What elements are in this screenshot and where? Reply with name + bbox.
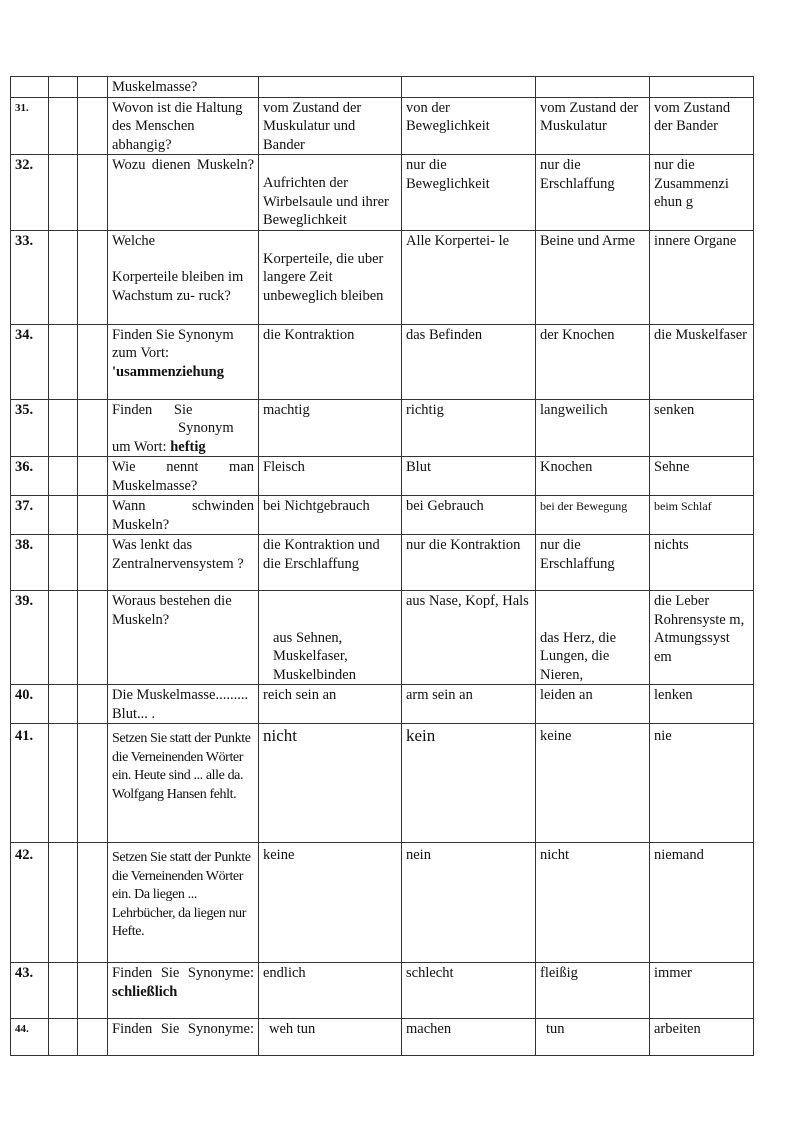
blank-cell [78,77,108,98]
answer-c-cell: das Herz, die Lungen, die Nieren, [536,591,650,685]
question-number: 44. [11,1019,49,1056]
answer-a-text: Korperteile, die uber langere Zeit unbeweglich bleiben [263,250,384,304]
blank-cell [78,230,108,324]
question-cell: Setzen Sie statt der Punkte die Verneinenden Wörter ein. Heute sind ... alle da. Wolfgang Hansen fehlt. [108,724,259,843]
blank-cell [78,155,108,231]
table-row [11,230,754,324]
question-line: um Wort: [112,438,167,455]
question-number: 32. [11,155,49,231]
table-row [11,77,754,98]
answer-d-cell [650,77,754,98]
question-table [10,76,754,1056]
table-row [11,843,754,963]
answer-c-cell: nur die Erschlaffung [536,535,650,591]
question-number: 39. [11,591,49,685]
blank-cell [49,963,78,1019]
answer-c-cell: tun [536,1019,650,1056]
answer-c-cell: Knochen [536,457,650,496]
question-cell: Wovon ist die Haltung des Menschen abhangig? [108,97,259,155]
blank-cell [49,496,78,535]
answer-a-text: aus Sehnen, Muskelfaser, Muskelbinden [273,629,356,683]
table-row [11,399,754,457]
answer-a-text: Aufrichten der Wirbelsaule und ihrer Beweglichkeit [263,175,389,228]
table-row [11,591,754,685]
answer-a-cell: reich sein an [259,685,402,724]
answer-d-cell: lenken [650,685,754,724]
answer-d-cell: nur die Zusammenzi ehun g [650,155,754,231]
blank-cell [49,324,78,399]
blank-cell [78,457,108,496]
blank-cell [49,1019,78,1056]
answer-a-cell [259,77,402,98]
blank-cell [78,685,108,724]
question-keyword: 'usammenziehung [112,363,224,380]
table-row [11,535,754,591]
answer-a-cell: die Kontraktion und die Erschlaffung [259,535,402,591]
answer-a-cell: bei Nichtgebrauch [259,496,402,535]
question-cell: Wozu dienen Muskeln? [108,155,259,231]
table-row [11,724,754,843]
blank-cell [49,535,78,591]
answer-a-cell [259,155,402,231]
question-number: 41. [11,724,49,843]
blank-cell [78,1019,108,1056]
answer-d-cell: niemand [650,843,754,963]
answer-b-cell: kein [402,724,536,843]
question-keyword: heftig [170,438,206,455]
answer-b-cell: aus Nase, Kopf, Hals [402,591,536,685]
answer-b-cell: Blut [402,457,536,496]
answer-b-cell: nur die Beweglichkeit [402,155,536,231]
answer-b-cell: richtig [402,399,536,457]
answer-b-cell: bei Gebrauch [402,496,536,535]
blank-cell [78,324,108,399]
answer-b-cell: schlecht [402,963,536,1019]
question-cell: Setzen Sie statt der Punkte die Verneinenden Wörter ein. Da liegen ... Lehrbücher, da liegen nur Hefte. [108,843,259,963]
answer-a-cell: nicht [259,724,402,843]
blank-cell [78,843,108,963]
blank-cell [49,591,78,685]
answer-c-cell: der Knochen [536,324,650,399]
answer-d-cell: die Muskelfaser [650,324,754,399]
question-number: 34. [11,324,49,399]
table-row [11,963,754,1019]
question-line: Synonym [178,420,234,436]
question-number: 33. [11,230,49,324]
answer-c-cell: leiden an [536,685,650,724]
answer-c-cell: Beine und Arme [536,230,650,324]
answer-a-cell: die Kontraktion [259,324,402,399]
blank-cell [78,724,108,843]
question-number: 38. [11,535,49,591]
question-cell: Wann schwinden Muskeln? [108,496,259,535]
question-cell: Muskelmasse? [108,77,259,98]
answer-d-cell: innere Organe [650,230,754,324]
answer-d-cell: arbeiten [650,1019,754,1056]
table-row [11,457,754,496]
question-cell [108,963,259,1019]
question-cell [108,230,259,324]
blank-cell [49,77,78,98]
answer-c-cell: vom Zustand der Muskulatur [536,97,650,155]
answer-d-cell: senken [650,399,754,457]
answer-c-cell: bei der Bewegung [536,496,650,535]
answer-c-cell: langweilich [536,399,650,457]
table-row [11,1019,754,1056]
answer-c-cell: keine [536,724,650,843]
question-number: 40. [11,685,49,724]
question-keyword: schließlich [112,983,178,1000]
blank-cell [78,97,108,155]
question-number: 37. [11,496,49,535]
blank-cell [78,591,108,685]
answer-d-cell: die Leber Rohrensyste m, Atmungssyst em [650,591,754,685]
question-cell [108,324,259,399]
answer-b-cell: von der Beweglichkeit [402,97,536,155]
answer-c-cell: nur die Erschlaffung [536,155,650,231]
answer-d-cell: immer [650,963,754,1019]
answer-b-cell: das Befinden [402,324,536,399]
answer-a-cell [259,230,402,324]
answer-a-cell: endlich [259,963,402,1019]
blank-cell [78,496,108,535]
question-line: Welche [112,232,156,249]
question-cell: Woraus bestehen die Muskeln? [108,591,259,685]
answer-d-cell: vom Zustand der Bander [650,97,754,155]
answer-a-cell: vom Zustand der Muskulatur und Bander [259,97,402,155]
question-number: 31. [11,97,49,155]
answer-b-cell: nein [402,843,536,963]
blank-cell [49,399,78,457]
answer-b-cell: Alle Korpertei- le [402,230,536,324]
question-cell: Was lenkt das Zentralnervensystem ? [108,535,259,591]
question-line: Finden Sie [112,401,193,418]
answer-b-cell: arm sein an [402,685,536,724]
question-number: 42. [11,843,49,963]
blank-cell [49,457,78,496]
table-row [11,97,754,155]
blank-cell [49,230,78,324]
blank-cell [49,843,78,963]
answer-b-cell [402,77,536,98]
blank-cell [49,685,78,724]
question-number: 36. [11,457,49,496]
blank-cell [49,155,78,231]
question-cell [108,399,259,457]
answer-a-cell [259,591,402,685]
answer-c-cell: nicht [536,843,650,963]
answer-c-cell [536,77,650,98]
table-row [11,685,754,724]
answer-c-cell: fleißig [536,963,650,1019]
question-cell: Finden Sie Synonyme: [108,1019,259,1056]
question-line: Korperteile bleiben im Wachstum zu- ruck? [112,269,244,304]
blank-cell [49,97,78,155]
table-row [11,155,754,231]
question-number: 35. [11,399,49,457]
question-text: Finden Sie Synonym zum Vort: [112,326,234,361]
num-cell [11,77,49,98]
question-text: Finden Sie Synonyme: [112,965,254,981]
answer-a-cell: machtig [259,399,402,457]
blank-cell [49,724,78,843]
answer-d-cell: beim Schlaf [650,496,754,535]
blank-cell [78,963,108,1019]
answer-a-cell: keine [259,843,402,963]
table-row [11,324,754,399]
answer-a-cell: Fleisch [259,457,402,496]
answer-b-cell: nur die Kontraktion [402,535,536,591]
blank-cell [78,399,108,457]
question-cell: Die Muskelmasse......... Blut... . [108,685,259,724]
answer-d-cell: nichts [650,535,754,591]
answer-d-cell: nie [650,724,754,843]
question-cell: Wie nennt man Muskelmasse? [108,457,259,496]
answer-b-cell: machen [402,1019,536,1056]
question-number: 43. [11,963,49,1019]
answer-d-cell: Sehne [650,457,754,496]
blank-cell [78,535,108,591]
answer-a-cell: weh tun [259,1019,402,1056]
table-row [11,496,754,535]
